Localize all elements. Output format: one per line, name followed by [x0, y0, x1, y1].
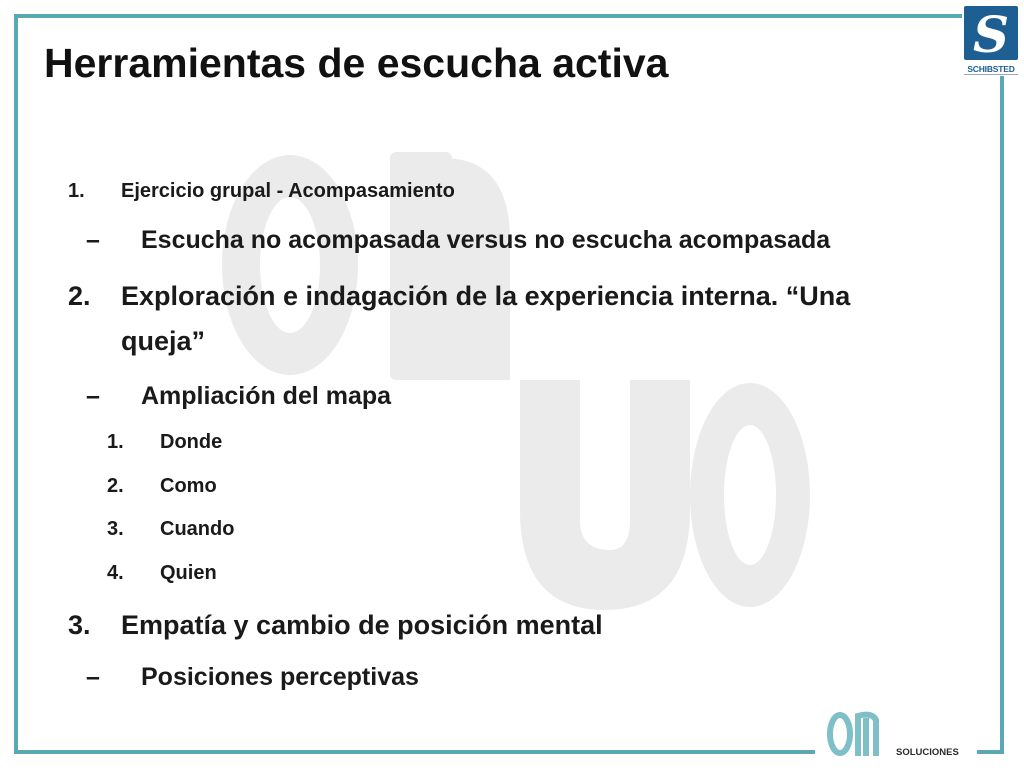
on-watermark-logo — [220, 150, 820, 610]
logo-subline — [962, 74, 1020, 76]
logo-wordmark: SCHIBSTED — [967, 64, 1015, 74]
footer-label: SOLUCIONES — [896, 747, 959, 758]
svg-text:S: S — [972, 6, 1010, 60]
slide-title: Herramientas de escucha activa — [44, 40, 669, 86]
schibsted-logo — [962, 6, 1020, 76]
on-logo-icon — [826, 710, 894, 758]
